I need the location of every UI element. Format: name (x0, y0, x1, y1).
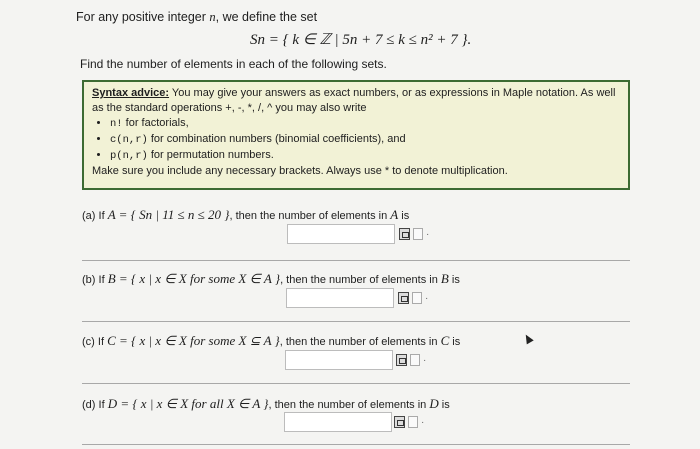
equation-editor-icon[interactable] (394, 416, 405, 428)
mouse-cursor-icon (522, 333, 533, 345)
intro-part-b: , we define the set (215, 10, 318, 24)
answer-tools-c (396, 354, 426, 366)
status-dot: · (423, 354, 427, 366)
advice-code: p(n,r) (110, 150, 148, 162)
question-a (82, 207, 409, 223)
intro-var-n: n (209, 10, 216, 24)
question-label: (d) (82, 399, 96, 411)
advice-line1: You may give your answers as exact numbers, or as expressions in Maple notation. As well as the standard operations +, -, *, /, ^ you may also write (92, 87, 616, 114)
syntax-advice-box (82, 80, 630, 190)
question-pre: If (98, 399, 108, 411)
advice-item-text: for factorials, (122, 117, 189, 129)
preview-icon[interactable] (413, 228, 423, 240)
question-var: B (440, 271, 449, 286)
question-d (82, 396, 450, 412)
advice-item-factorial (110, 116, 620, 132)
status-dot: · (421, 416, 425, 428)
divider (82, 260, 630, 261)
question-pre: If (98, 274, 108, 286)
advice-line2: Make sure you include any necessary brackets. Always use * to denote multiplication. (92, 165, 508, 177)
question-c (82, 333, 460, 349)
answer-tools-b (398, 292, 428, 304)
question-pre: If (97, 336, 108, 348)
divider (82, 383, 630, 384)
question-tail: is (449, 336, 461, 348)
preview-icon[interactable] (412, 292, 422, 304)
divider (82, 444, 630, 445)
advice-code: n! (110, 118, 123, 130)
question-post: , then the number of elements in (279, 336, 441, 348)
question-label: (b) (82, 274, 96, 286)
advice-code: c(n,r) (110, 134, 148, 146)
question-post: , then the number of elements in (280, 274, 441, 286)
divider (82, 321, 630, 322)
advice-title: Syntax advice: (92, 87, 170, 99)
answer-tools-a (399, 228, 429, 240)
find-instruction: Find the number of elements in each of the following sets. (80, 57, 387, 71)
question-math: D = { x | x ∈ X for all X ∈ A } (107, 396, 269, 411)
question-var: A (390, 207, 399, 222)
question-label: (c) (82, 336, 95, 348)
question-tail: is (448, 274, 460, 286)
intro-part-a: For any positive integer (76, 10, 210, 24)
advice-item-combination (110, 132, 620, 148)
status-dot: · (426, 228, 430, 240)
advice-item-permutation (110, 148, 620, 164)
question-label: (a) (82, 210, 96, 222)
question-pre: If (98, 210, 108, 222)
question-post: , then the number of elements in (229, 210, 391, 222)
advice-item-text: for combination numbers (binomial coefficients), and (147, 133, 406, 145)
question-math: B = { x | x ∈ X for some X ∈ A } (107, 271, 281, 286)
question-post: , then the number of elements in (268, 399, 430, 411)
answer-input-b[interactable] (286, 288, 394, 308)
advice-item-text: for permutation numbers. (147, 149, 274, 161)
question-var: C (440, 333, 450, 348)
question-var: D (429, 396, 439, 411)
advice-list (92, 116, 620, 164)
advice-intro (92, 86, 620, 116)
answer-input-a[interactable] (287, 224, 395, 244)
answer-input-c[interactable] (285, 350, 393, 370)
answer-input-d[interactable] (284, 412, 392, 432)
equation-editor-icon[interactable] (398, 292, 409, 304)
intro-text (76, 10, 317, 25)
equation-editor-icon[interactable] (396, 354, 407, 366)
status-dot: · (425, 292, 429, 304)
question-b (82, 271, 460, 287)
equation-editor-icon[interactable] (399, 228, 410, 240)
preview-icon[interactable] (410, 354, 420, 366)
question-math: C = { x | x ∈ X for some X ⊆ A } (107, 333, 280, 348)
answer-tools-d (394, 416, 424, 428)
question-math: A = { Sn | 11 ≤ n ≤ 20 } (107, 207, 230, 222)
question-tail: is (438, 399, 450, 411)
question-tail: is (398, 210, 410, 222)
set-definition: Sn = { k ∈ ℤ | 5n + 7 ≤ k ≤ n² + 7 }. (250, 32, 472, 48)
preview-icon[interactable] (408, 416, 418, 428)
